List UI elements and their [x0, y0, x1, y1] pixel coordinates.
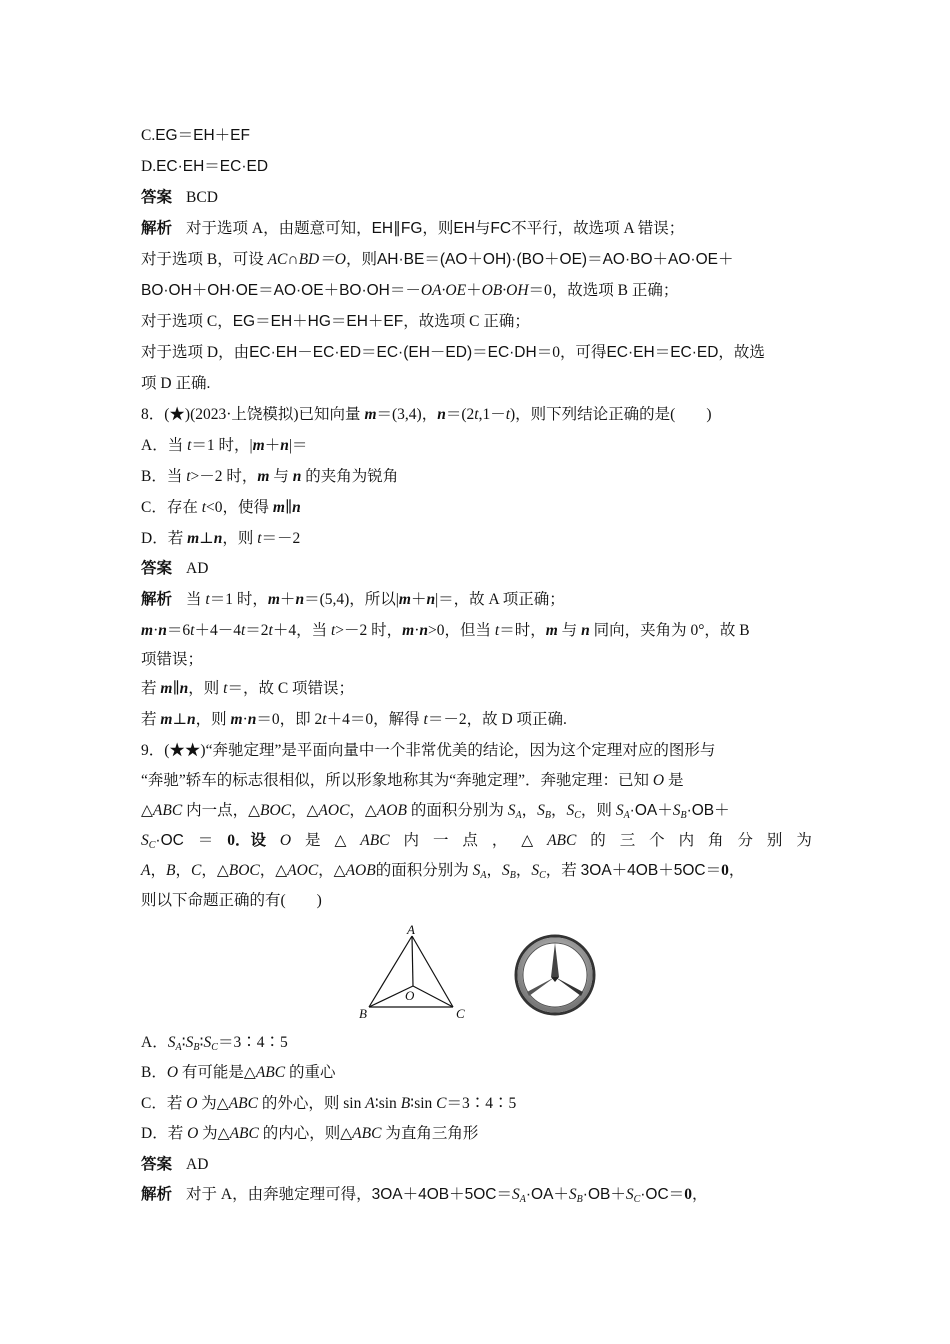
q8-analysis-1: 解析 当 t＝1 时，m＋n＝(5,4)，所以|m＋n|＝，故 A 项正确；	[141, 591, 565, 608]
q8-option-a: A．当 t＝1 时，|m＋n|＝	[141, 437, 308, 454]
q7-analysis-5: 对于选项 D，由EC·EH－EC·ED＝EC·(EH－ED)＝EC·DH＝0，可得EC·EH＝EC·ED，故选	[141, 344, 765, 361]
q8-stem: 8．(★)(2023·上饶模拟)已知向量 m＝(3,4)，n＝(2t,1－t)，则下列结论正确的是( )	[141, 406, 712, 423]
label-c: C	[456, 1006, 465, 1020]
q8-analysis-5: 若 m⊥n，则 m·n＝0，即 2t＋4＝0，解得 t＝－2，故 D 项正确.	[141, 711, 567, 728]
segment-oa	[412, 936, 413, 986]
q8-analysis-2: m·n＝6t＋4－4t＝2t＋4，当 t>－2 时，m·n>0，但当 t＝时，m 与 n 同向，夹角为 0°，故 B	[141, 622, 750, 639]
q7-analysis-1: 解析 对于选项 A，由题意可知，EH∥FG，则EH与FC不平行，故选项 A 错误；	[141, 220, 685, 237]
q9-option-c: C．若 O 为△ABC 的外心，则 sin A∶sin B∶sin C＝3∶4∶5	[141, 1095, 517, 1112]
q9-stem-3: △ABC 内一点，△BOC，△AOC，△AOB 的面积分别为 $S_A$，$S_B$，$S_C$，则 $S_A\cdot OA+S_B\cdot OB+$	[141, 802, 730, 821]
q9-analysis-1: 解析 对于 A，由奔驰定理可得，$3OA+4OB+5OC=S_A\cdot OA+S_B\cdot OB+S_C\cdot OC=0$，	[141, 1186, 708, 1205]
q7-option-d: D.EC·EH＝EC·ED	[141, 158, 269, 175]
q7-analysis-6: 项 D 正确.	[141, 375, 211, 392]
label-b: B	[359, 1006, 367, 1020]
q9-answer: 答案 AD	[141, 1156, 209, 1173]
triangle-figure	[355, 922, 475, 1020]
q8-analysis-3: 项错误；	[141, 651, 204, 668]
q7-option-c: C.EG＝EH＋EF	[141, 127, 250, 144]
q9-stem-4: $S_C\cdot OC$ ＝ 0．设 O 是 △ ABC 内 一 点 ， △ ABC 的 三 个 内 角 分 别 为	[141, 832, 812, 851]
q9-option-d: D．若 O 为△ABC 的内心，则△ABC 为直角三角形	[141, 1125, 479, 1142]
q9-stem-5: A，B，C，△BOC，△AOC，△AOB的面积分别为 $S_A$，$S_B$，$S_C$，若 3OA＋4OB＋5OC＝0，	[141, 862, 745, 881]
q9-stem-2: “奔驰”轿车的标志很相似，所以形象地称其为“奔驰定理”．奔驰定理：已知 O 是	[141, 772, 684, 789]
emblem-logo-icon	[512, 932, 598, 1018]
q8-option-c: C．存在 t<0，使得 m∥n	[141, 499, 301, 516]
q9-option-b: B．O 有可能是△ABC 的重心	[141, 1064, 336, 1081]
q7-analysis-3: BO·OH＋OH·OE＝AO·OE＋BO·OH＝－OA·OE＋OB·OH＝0，故选项 B 正确；	[141, 282, 679, 299]
q9-option-a: A．$S_A∶S_B∶S_C=3∶4∶5$	[141, 1034, 288, 1053]
q7-analysis-2: 对于选项 B，可设 AC∩BD＝O，则AH·BE＝(AO＋OH)·(BO＋OE)＝AO·BO＋AO·OE＋	[141, 251, 734, 268]
q7-analysis-4: 对于选项 C，EG＝EH＋HG＝EH＋EF，故选项 C 正确；	[141, 313, 530, 330]
label-o: O	[405, 988, 415, 1003]
q8-option-d: D．若 m⊥n，则 t＝－2	[141, 530, 301, 547]
label-a: A	[407, 922, 415, 937]
q7-answer: 答案 BCD	[141, 189, 218, 206]
q9-stem-6: 则以下命题正确的有( )	[141, 892, 322, 909]
q8-option-b: B．当 t>－2 时，m 与 n 的夹角为锐角	[141, 468, 399, 485]
q8-answer: 答案 AD	[141, 560, 209, 577]
q8-analysis-4: 若 m∥n，则 t＝，故 C 项错误；	[141, 680, 355, 697]
q9-stem-1: 9．(★★)“奔驰定理”是平面向量中一个非常优美的结论，因为这个定理对应的图形与	[141, 742, 716, 759]
